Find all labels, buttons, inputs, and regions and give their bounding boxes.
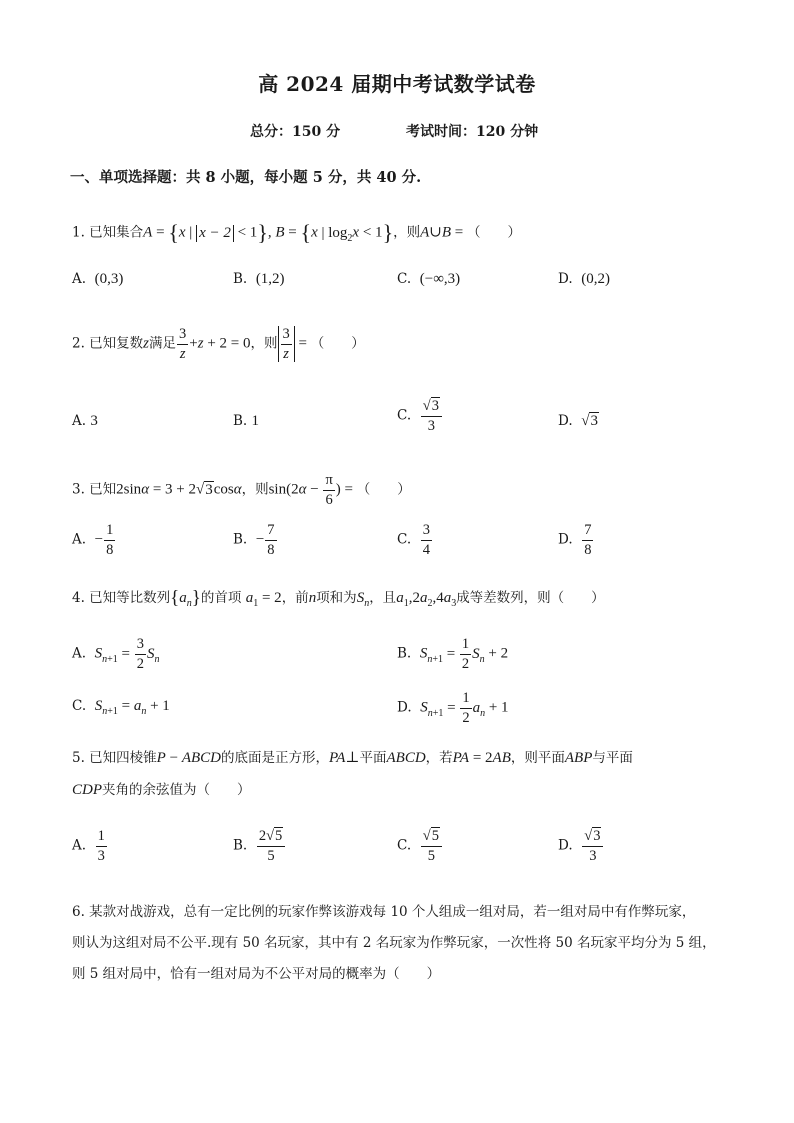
- q1-option-c: C. (−∞,3): [397, 271, 461, 287]
- q5-option-b: B. $\frac{2√5}{5}$: [233, 828, 286, 864]
- q1-option-b: B. (1,2): [233, 271, 285, 287]
- q1-option-a: A. (0,3): [72, 271, 124, 287]
- q5-option-c: C. $\frac{√5}{5}$: [397, 828, 443, 864]
- q1-option-d: D. (0,2): [558, 271, 610, 287]
- q2-option-c: C. $\frac{√3}{3}$: [397, 398, 443, 434]
- question-6-line1: 6. 某款对战游戏，总有一定比例的玩家作弊该游戏每 10 个人组成一组对局，若一组对局中有作弊玩家，: [72, 904, 696, 920]
- q2-option-a: A. 3: [72, 413, 98, 429]
- question-2: 2. 已知复数z满足 $\frac{3}{z}$ +z + 2 = 0，则 $\frac{3}{z}$ = （ ）: [72, 326, 365, 362]
- q5-option-a: A. $\frac{1}{3}$: [72, 828, 105, 864]
- question-4: 4. 已知等比数列$\{a_n\}$的首项 $a_1 = 2$，前n项和为$S_n$，且$a_1,2a_2,4a_3$成等差数列，则（ ）: [72, 587, 605, 609]
- question-6-line3: 则 5 组对局中，恰有一组对局为不公平对局的概率为（ ）: [72, 966, 441, 982]
- q3-option-a: A. − $\frac{1}{8}$: [72, 522, 114, 558]
- q4-option-a: A. $S_{n+1}$ = $\frac{3}{2}$ $S_n$: [72, 636, 160, 672]
- q4-option-b: B. $S_{n+1}$ = $\frac{1}{2}$ $S_n + 2$: [397, 636, 509, 672]
- total-score: 总分：150 分: [250, 124, 341, 140]
- exam-time: 考试时间：120 分钟: [406, 124, 539, 140]
- q1-stem: 1. 已知集合: [72, 224, 144, 241]
- q4-option-c: C. $S_{n+1} = a_n + 1$: [72, 698, 170, 717]
- q5-option-d: D. $\frac{√3}{3}$: [558, 828, 604, 864]
- question-3: 3. 已知2sinα = 3 + 2√3cosα，则sin(2α − $\frac{\pi}{6}$ ) = （ ）: [72, 472, 411, 508]
- q3-option-b: B. − $\frac{7}{8}$: [233, 522, 275, 558]
- q1-set-a: A: [143, 224, 153, 241]
- q2-option-d: D. √3: [558, 413, 598, 429]
- question-5-line2: CDP夹角的余弦值为（ ）: [72, 782, 251, 798]
- question-1: 1. 已知集合A = {x | x − 2 < 1}, B = {x | $\log_2x < 1$}，则A∪B = （ ）: [72, 220, 522, 245]
- page-title: 高 2024 届期中考试数学试卷: [258, 72, 536, 96]
- section-heading: 一、单项选择题：共 8 小题，每小题 5 分，共 40 分.: [70, 169, 422, 186]
- question-6-line2: 则认为这组对局不公平.现有 50 名玩家，其中有 2 名玩家为作弊玩家，一次性将 50 名玩家平均分为 5 组，: [72, 935, 716, 951]
- q4-option-d: D. $S_{n+1}$ = $\frac{1}{2}$ $a_n + 1$: [397, 690, 509, 726]
- q1-abs: x − 2: [196, 225, 234, 242]
- q3-option-c: C. $\frac{3}{4}$: [397, 522, 430, 558]
- question-5: 5. 已知四棱锥P − ABCD的底面是正方形，PA⊥平面ABCD，若PA = 2AB，则平面ABP与平面: [72, 750, 633, 766]
- q2-option-b: B. 1: [233, 413, 260, 429]
- q3-option-d: D. $\frac{7}{8}$: [558, 522, 592, 558]
